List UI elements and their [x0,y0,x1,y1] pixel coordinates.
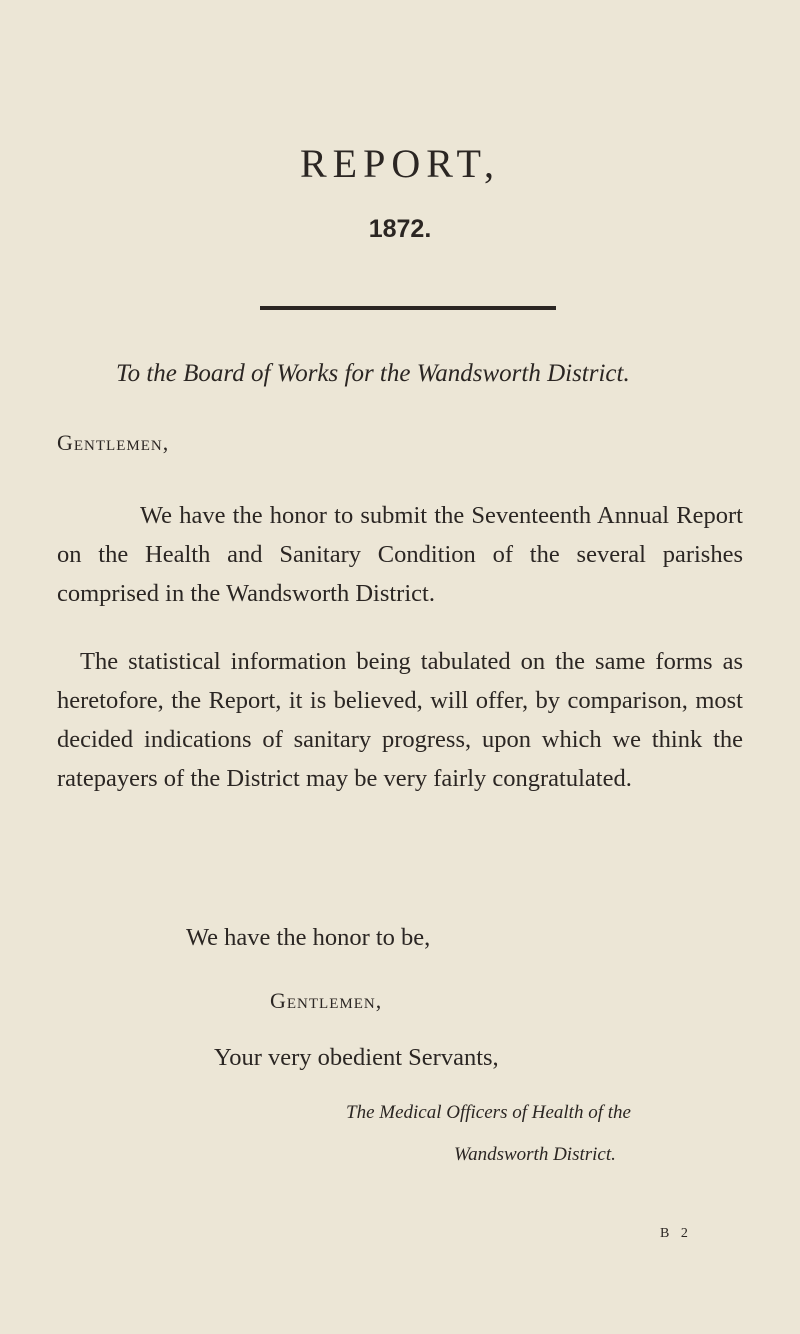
title-rule [260,306,556,310]
salutation: Gentlemen, [57,430,170,455]
paragraph-2: The statistical information being tabulated on the same forms as heretofore, the Report, it is believed, will offer, by comparison, most decided indications of sanitary progress, upon which we think the ratepayers of the District may be very fairly congratulated. [57,648,743,792]
paragraph-1: We have the honor to submit the Seventeenth Annual Report on the Health and Sanitary Condition of the several parishes comprised in the Wandsworth District. [57,502,743,607]
signature-mark: B 2 [660,1226,692,1241]
report-title: REPORT, [300,141,500,186]
signature-line-1: The Medical Officers of Health of the [346,1102,631,1123]
closing-line-1: We have the honor to be, [186,924,431,951]
signature-line-2: Wandsworth District. [454,1144,616,1165]
closing-line-2: Gentlemen, [270,988,383,1013]
address-line: To the Board of Works for the Wandsworth District. [116,360,630,387]
closing-line-3: Your very obedient Servants, [214,1044,499,1071]
report-year: 1872. [368,215,432,243]
